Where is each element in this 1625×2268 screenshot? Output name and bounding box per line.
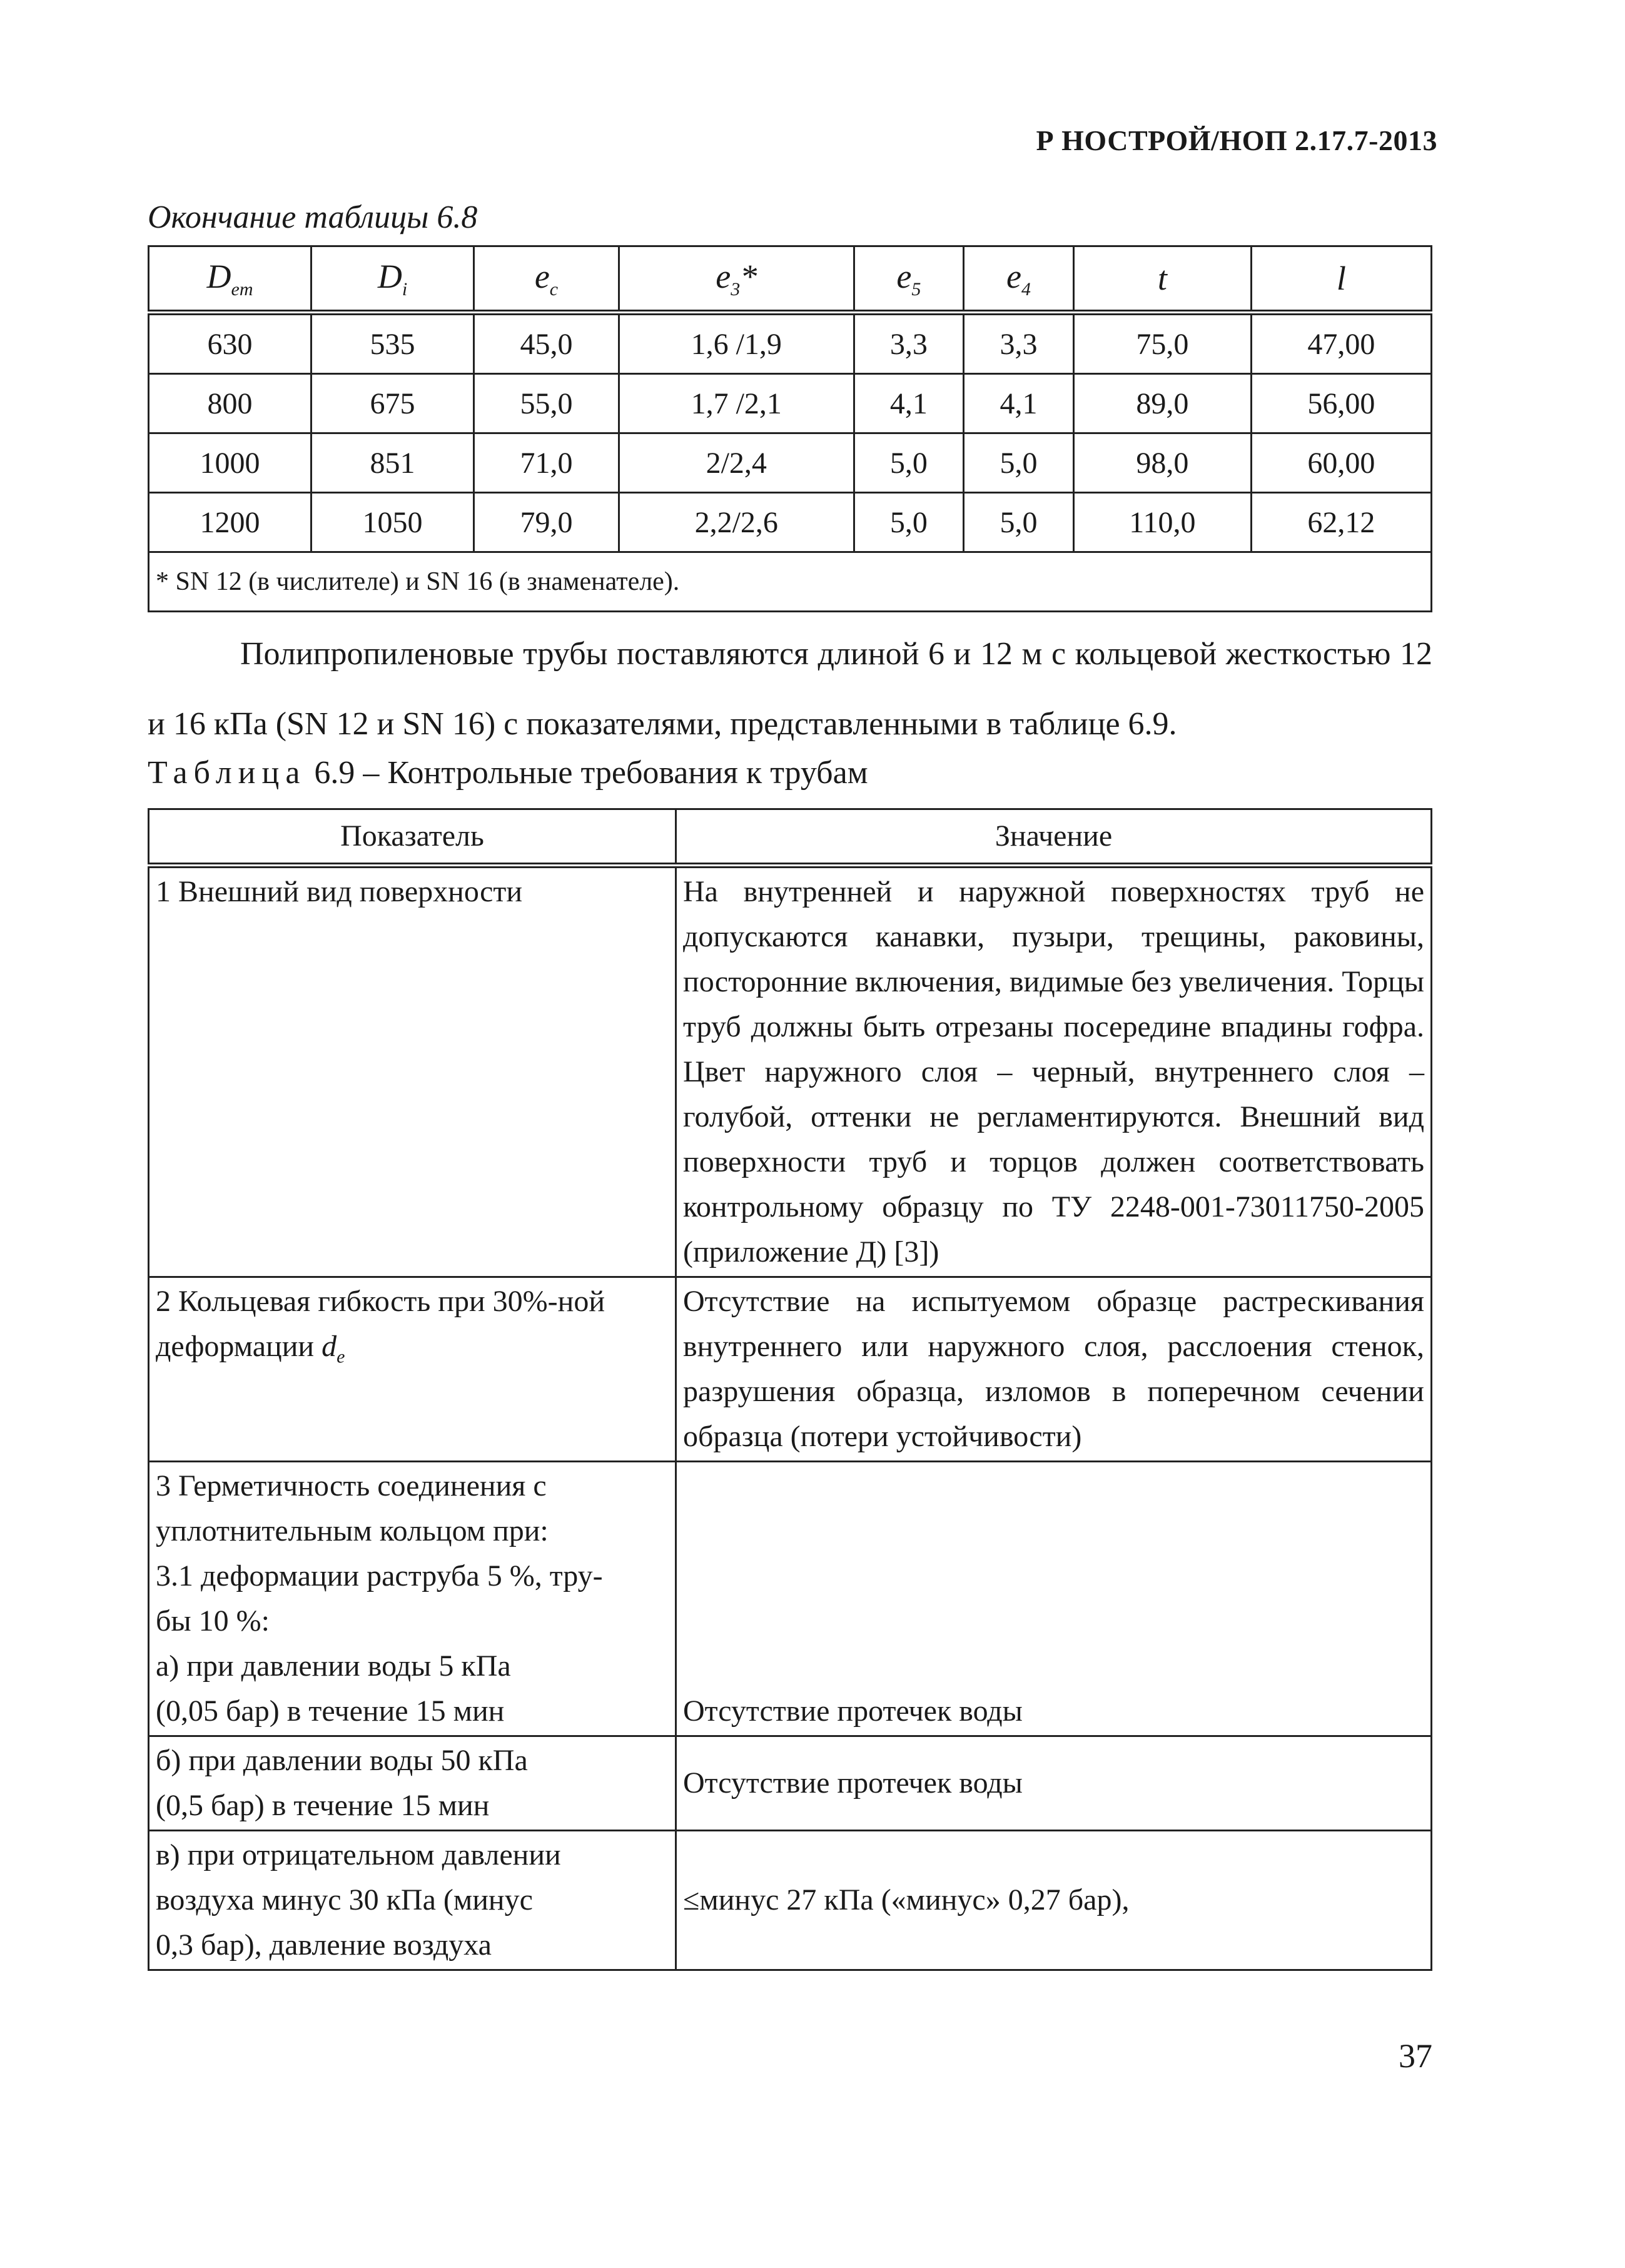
table-row [149, 1831, 1432, 1970]
table-cell: 5,0 [964, 433, 1074, 493]
table-cell: 535 [311, 313, 474, 374]
table-row [149, 866, 1432, 1277]
table-cell: 89,0 [1073, 374, 1251, 433]
col-header-value: Значение [676, 809, 1432, 866]
table-cell: 675 [311, 374, 474, 433]
indicator-cell: б) при давлении воды 50 кПа (0,5 бар) в течение 15 мин [149, 1736, 676, 1831]
table-cell: 55,0 [474, 374, 619, 433]
table-cell: 5,0 [854, 433, 964, 493]
table-6-9 [148, 808, 1432, 1971]
table-cell: 60,00 [1251, 433, 1431, 493]
table-cell: 47,00 [1251, 313, 1431, 374]
deformation-symbol: $d_e$ [321, 1330, 345, 1367]
col-header-dem: $D_{em}$ [149, 246, 311, 313]
table-cell: 5,0 [854, 493, 964, 552]
table-cell: 110,0 [1073, 493, 1251, 552]
table-header-row [149, 809, 1432, 866]
table-footnote: * SN 12 (в числителе) и SN 16 (в знаменателе). [149, 552, 1432, 612]
col-header-t: t [1073, 246, 1251, 313]
table-cell: 2/2,4 [619, 433, 854, 493]
table-cell: 4,1 [964, 374, 1074, 433]
table-cell: 1,7 /2,1 [619, 374, 854, 433]
table-cell: 5,0 [964, 493, 1074, 552]
table-6-8 [148, 245, 1432, 612]
table-cell: 630 [149, 313, 311, 374]
table-6-9-caption [148, 754, 868, 791]
table-cell: 1000 [149, 433, 311, 493]
table-cell: 1050 [311, 493, 474, 552]
table-note-row [149, 552, 1432, 612]
col-header-l: l [1251, 246, 1431, 313]
table-cell: 79,0 [474, 493, 619, 552]
table-header-row [149, 246, 1432, 313]
table-cell: 2,2/2,6 [619, 493, 854, 552]
table-row [149, 313, 1432, 374]
table-cell: 45,0 [474, 313, 619, 374]
table-row [149, 1462, 1432, 1736]
table-cell: 3,3 [964, 313, 1074, 374]
col-header-e5: $e_5$ [854, 246, 964, 313]
value-cell: Отсутствие на испытуемом образце растрескивания внутреннего или наружного слоя, расслоения стенок, разрушения образца, изломов в поперечном сечении образца (потери устойчивости) [676, 1277, 1432, 1462]
document-code-header: Р НОСТРОЙ/НОП 2.17.7-2013 [1036, 124, 1437, 156]
table-cell: 98,0 [1073, 433, 1251, 493]
table-cell: 71,0 [474, 433, 619, 493]
col-header-indicator: Показатель [149, 809, 676, 866]
table-cell: 4,1 [854, 374, 964, 433]
table-cell: 851 [311, 433, 474, 493]
page-number: 37 [1399, 2037, 1432, 2075]
value-cell: ≤минус 27 кПа («минус» 0,27 бар), [676, 1831, 1432, 1970]
col-header-e3: $e_3*$ [619, 246, 854, 313]
value-cell: Отсутствие протечек воды [676, 1462, 1432, 1736]
table-cell: 75,0 [1073, 313, 1251, 374]
indicator-cell: 2 Кольцевая гибкость при 30%-ной деформации $d_e$ [149, 1277, 676, 1462]
value-cell: На внутренней и наружной поверхностях труб не допускаются канавки, пузыри, трещины, раковины, посторонние включения, видимые без увеличения. Торцы труб должны быть отрезаны посередине впадины гофра. Цвет наружного слоя – черный, внутреннего слоя – голубой, оттенки не регламентируются. Внешний вид поверхности труб и торцов должен соответствовать контрольному образцу по ТУ 2248-001-73011750-2005 (приложение Д) [3]) [676, 866, 1432, 1277]
table-row [149, 493, 1432, 552]
indicator-cell: 3 Герметичность соединения с уплотнительным кольцом при: 3.1 деформации раструба 5 %, тру- бы 10 %: а) при давлении воды 5 кПа (0,05 бар) в течение 15 мин [149, 1462, 676, 1736]
table-row [149, 1736, 1432, 1831]
table-cell: 1200 [149, 493, 311, 552]
col-header-di: $D_i$ [311, 246, 474, 313]
table-row [149, 433, 1432, 493]
table-caption-text: 6.9 – Контрольные требования к трубам [314, 755, 868, 791]
table-cell: 800 [149, 374, 311, 433]
indicator-cell: 1 Внешний вид поверхности [149, 866, 676, 1277]
indicator-cell: в) при отрицательном давлении воздуха минус 30 кПа (минус 0,3 бар), давление воздуха [149, 1831, 676, 1970]
table-6-8-caption: Окончание таблицы 6.8 [148, 200, 478, 235]
col-header-e4: $e_4$ [964, 246, 1074, 313]
table-row [149, 374, 1432, 433]
col-header-ec: $e_c$ [474, 246, 619, 313]
table-cell: 1,6 /1,9 [619, 313, 854, 374]
table-cell: 3,3 [854, 313, 964, 374]
table-cell: 56,00 [1251, 374, 1431, 433]
table-cell: 62,12 [1251, 493, 1431, 552]
value-cell: Отсутствие протечек воды [676, 1736, 1432, 1831]
table-row [149, 1277, 1432, 1462]
table-caption-label: Таблица [148, 755, 306, 791]
body-paragraph: Полипропиленовые трубы поставляются длиной 6 и 12 м с кольцевой жесткостью 12 и 16 кПа (SN 12 и SN 16) с показателями, представленными в таблице 6.9. [148, 636, 1432, 742]
